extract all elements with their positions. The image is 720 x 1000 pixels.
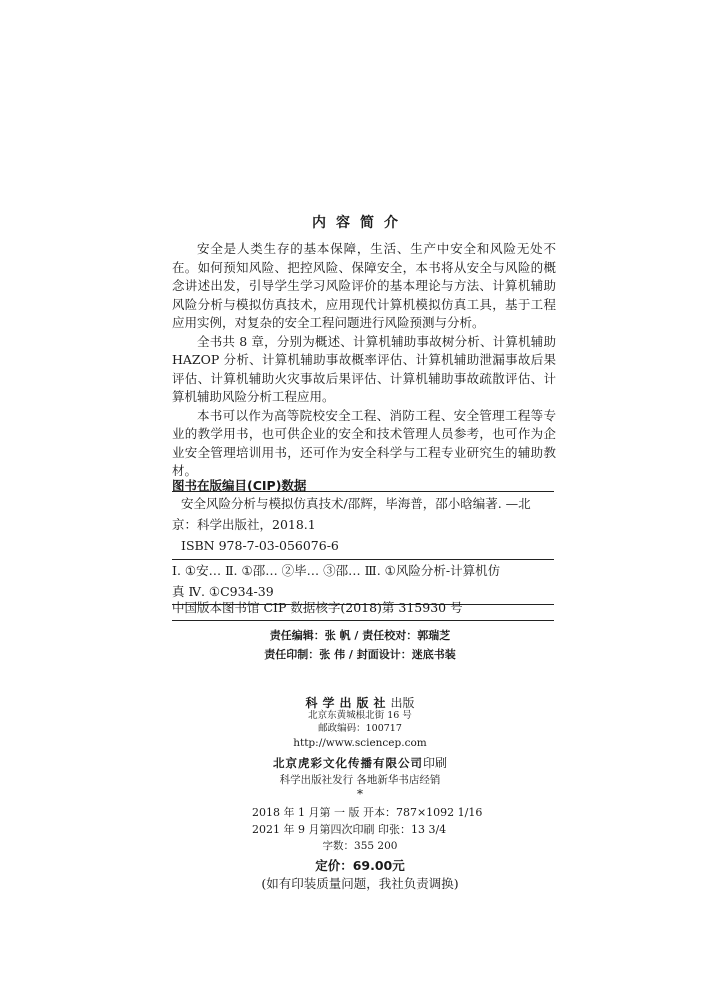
separator-asterisk: * (357, 787, 363, 801)
editors-line-2: 责任印制：张 伟 / 封面设计：迷底书装 (264, 648, 456, 661)
cip-title-line-1: 安全风险分析与模拟仿真技术/邵辉，毕海普，邵小晗编著. —北 (181, 496, 531, 511)
summary-paragraph-2: 全书共 8 章，分别为概述、计算机辅助事故树分析、计算机辅助HAZOP 分析、计算机辅助事故概率评估、计算机辅助泄漏事故后果评估、计算机辅助火灾事故后果评估、计算机辅助事故疏散评估、计算机辅助风险分析工程应用。 (172, 333, 556, 404)
publisher-name: 科学出版社 (305, 696, 391, 710)
cip-rule-top (172, 491, 554, 492)
summary-body (172, 240, 556, 481)
cip-heading: 图书在版编目(CIP)数据 (172, 478, 307, 493)
publisher-suffix: 出版 (390, 696, 415, 710)
summary-paragraph-1: 安全是人类生存的基本保障，生活、生产中安全和风险无处不在。如何预知风险、把控风险、保障安全，本书将从安全与风险的概念讲述出发，引导学生学习风险评价的基本理论与方法、计算机辅助风险分析与模拟仿真技术，应用现代计算机模拟仿真工具，基于工程应用实例，对复杂的安全工程问题进行风险预测与分析。 (172, 241, 556, 330)
printer-suffix: 印刷 (422, 756, 447, 770)
printer-name: 北京虎彩文化传播有限公司 (272, 756, 423, 770)
quality-note: (如有印装质量问题，我社负责调换) (261, 876, 459, 891)
price: 定价：69.00元 (315, 858, 405, 873)
cip-rule-bottom (172, 620, 554, 621)
edition-line: 2018 年 1 月第 一 版 开本：787×1092 1/16 (252, 806, 483, 819)
publisher-website: http://www.sciencep.com (293, 737, 427, 749)
cip-library-record: 中国版本图书馆 CIP 数据核字(2018)第 315930 号 (172, 600, 463, 615)
publisher-postcode: 邮政编码：100717 (318, 723, 402, 734)
publisher (0, 692, 720, 711)
cip-subject-line-2: 真 Ⅳ. ①C934-39 (172, 584, 274, 599)
cip-subject-line-1: Ⅰ. ①安… Ⅱ. ①邵… ②毕… ③邵… Ⅲ. ①风险分析-计算机仿 (172, 563, 501, 578)
editors-line-1: 责任编辑：张 帆 / 责任校对：郭瑞芝 (269, 629, 451, 642)
distribution: 科学出版社发行 各地新华书店经销 (279, 774, 441, 786)
summary-title: 内容简介 (312, 215, 408, 231)
printer (0, 752, 720, 771)
cip-isbn: ISBN 978-7-03-056076-6 (181, 538, 339, 553)
summary-paragraph-3: 本书可以作为高等院校安全工程、消防工程、安全管理工程等专业的教学用书，也可供企业的安全和技术管理人员参考，也可作为企业安全管理培训用书，还可作为安全科学与工程专业研究生的辅助教材。 (172, 407, 556, 478)
publisher-address: 北京东黄城根北街 16 号 (308, 710, 412, 721)
word-count: 字数：355 200 (322, 840, 398, 852)
cip-title-line-2: 京：科学出版社，2018.1 (172, 517, 316, 532)
printing-line: 2021 年 9 月第四次印刷 印张：13 3/4 (252, 823, 447, 836)
